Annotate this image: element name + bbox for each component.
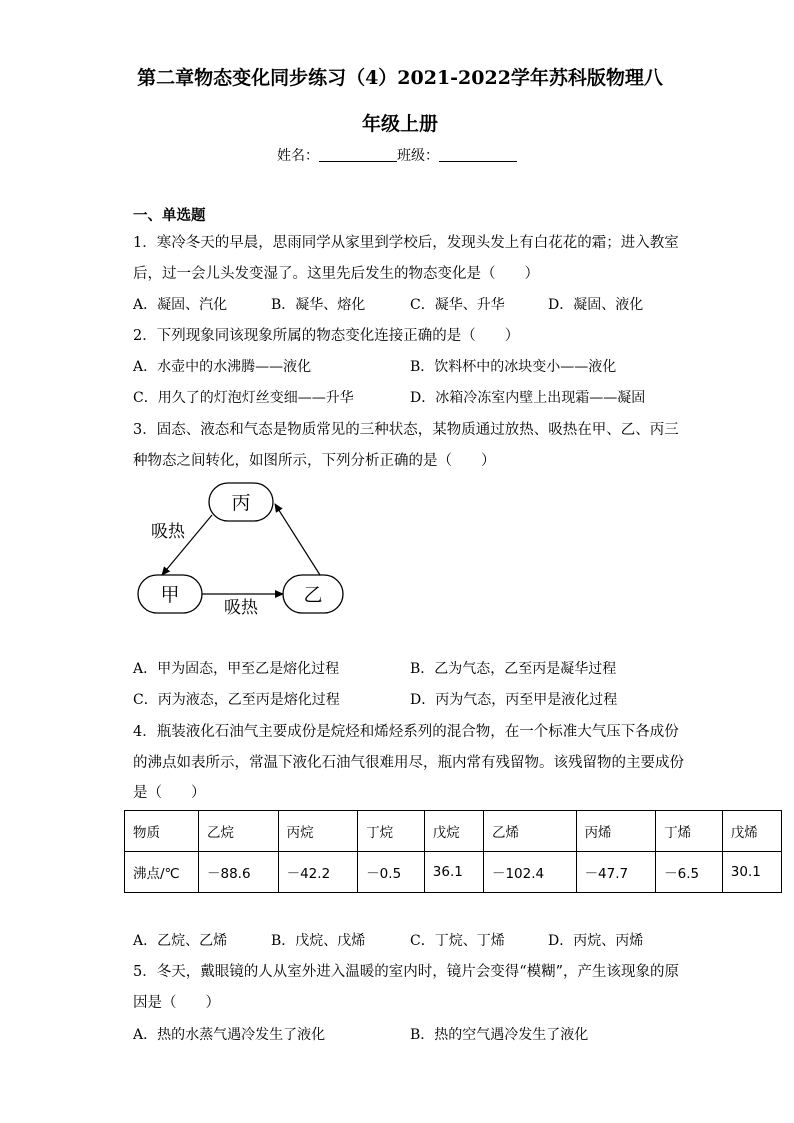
section-heading: 一、单选题: [133, 207, 206, 224]
q4-option-a[interactable]: A．乙烷、乙烯: [133, 933, 228, 949]
table-cell: 戊烷: [424, 811, 483, 852]
q1-option-d[interactable]: D．凝固、液化: [548, 297, 644, 313]
table-cell: 丙烯: [576, 811, 656, 852]
table-cell: 物质: [125, 811, 199, 852]
name-class-line: [0, 145, 794, 165]
table-cell: －0.5: [358, 852, 425, 893]
label-absorb-heat-left: 吸热: [151, 522, 185, 542]
q5-line-2: 因是（ ）: [133, 995, 220, 1011]
table-cell: －88.6: [199, 852, 279, 893]
q4-option-c[interactable]: C．丁烷、丁烯: [410, 933, 505, 949]
table-row: [125, 852, 782, 893]
q2-option-d[interactable]: D．冰箱冷冻室内壁上出现霜——凝固: [410, 390, 646, 406]
table-header-row: [125, 811, 782, 852]
title-line-2: 年级上册: [361, 113, 438, 135]
table-cell: －42.2: [278, 852, 358, 893]
q3-option-a[interactable]: A．甲为固态，甲至乙是熔化过程: [133, 661, 340, 677]
q2-option-b[interactable]: B．饮料杯中的冰块变小——液化: [410, 359, 617, 375]
title-line-1: 第二章物态变化同步练习（4）2021-2022学年苏科版物理八: [137, 67, 663, 89]
table-cell: 丁烯: [656, 811, 723, 852]
q2-line-1: 2．下列现象同该现象所属的物态变化连接正确的是（ ）: [133, 328, 520, 344]
boiling-point-table: [124, 810, 782, 893]
table-cell: －6.5: [656, 852, 723, 893]
q3-option-b[interactable]: B．乙为气态，乙至丙是凝华过程: [410, 661, 617, 677]
name-blank[interactable]: [319, 147, 397, 162]
state-transition-diagram: [130, 478, 360, 623]
q3-option-c[interactable]: C．丙为液态，乙至丙是熔化过程: [133, 692, 340, 708]
table-cell: 丁烷: [358, 811, 425, 852]
class-blank[interactable]: [439, 147, 517, 162]
q3-line-1: 3．固态、液态和气态是物质常见的三种状态，某物质通过放热、吸热在甲、乙、丙三: [133, 422, 679, 438]
q2-option-c[interactable]: C．用久了的灯泡灯丝变细——升华: [133, 390, 354, 406]
q2-option-a[interactable]: A．水壶中的水沸腾——液化: [133, 359, 312, 375]
table-cell: 沸点/℃: [125, 852, 199, 893]
table-cell: 30.1: [722, 852, 781, 893]
table-cell: 36.1: [424, 852, 483, 893]
class-label: 班级：: [397, 148, 439, 164]
node-top-label: 丙: [231, 492, 251, 514]
q4-line-1: 4．瓶装液化石油气主要成份是烷烃和烯烃系列的混合物，在一个标准大气压下各成份: [133, 724, 679, 740]
q1-line-1: 1．寒冷冬天的早晨，思雨同学从家里到学校后，发现头发上有白花花的霜；进入教室: [133, 235, 679, 251]
q3-line-2: 种物态之间转化，如图所示，下列分析正确的是（ ）: [133, 453, 496, 469]
table-cell: －47.7: [576, 852, 656, 893]
node-right-label: 乙: [303, 584, 323, 606]
q1-option-b[interactable]: B．凝华、熔化: [271, 297, 366, 313]
table-cell: －102.4: [483, 852, 576, 893]
q1-option-a[interactable]: A．凝固、汽化: [133, 297, 228, 313]
table-cell: 丙烷: [278, 811, 358, 852]
q4-line-3: 是（ ）: [133, 785, 206, 801]
node-left-label: 甲: [160, 584, 180, 606]
arrow-right-to-top: [275, 504, 320, 575]
q3-option-d[interactable]: D．丙为气态，丙至甲是液化过程: [410, 692, 618, 708]
label-absorb-heat-bottom: 吸热: [224, 598, 258, 618]
q4-option-d[interactable]: D．丙烷、丙烯: [548, 933, 644, 949]
table-cell: 乙烯: [483, 811, 576, 852]
q1-option-c[interactable]: C．凝华、升华: [410, 297, 505, 313]
q4-option-b[interactable]: B．戊烷、戊烯: [271, 933, 366, 949]
q5-option-b[interactable]: B．热的空气遇冷发生了液化: [410, 1027, 589, 1043]
q1-line-2: 后，过一会儿头发变湿了。这里先后发生的物态变化是（ ）: [133, 266, 539, 282]
table-cell: 乙烷: [199, 811, 279, 852]
q5-line-1: 5．冬天，戴眼镜的人从室外进入温暖的室内时，镜片会变得“模糊”，产生该现象的原: [133, 964, 680, 980]
q5-option-a[interactable]: A．热的水蒸气遇冷发生了液化: [133, 1027, 326, 1043]
name-label: 姓名：: [277, 148, 319, 164]
table-cell: 戊烯: [722, 811, 781, 852]
q4-line-2: 的沸点如表所示，常温下液化石油气很难用尽，瓶内常有残留物。该残留物的主要成份: [133, 755, 684, 771]
